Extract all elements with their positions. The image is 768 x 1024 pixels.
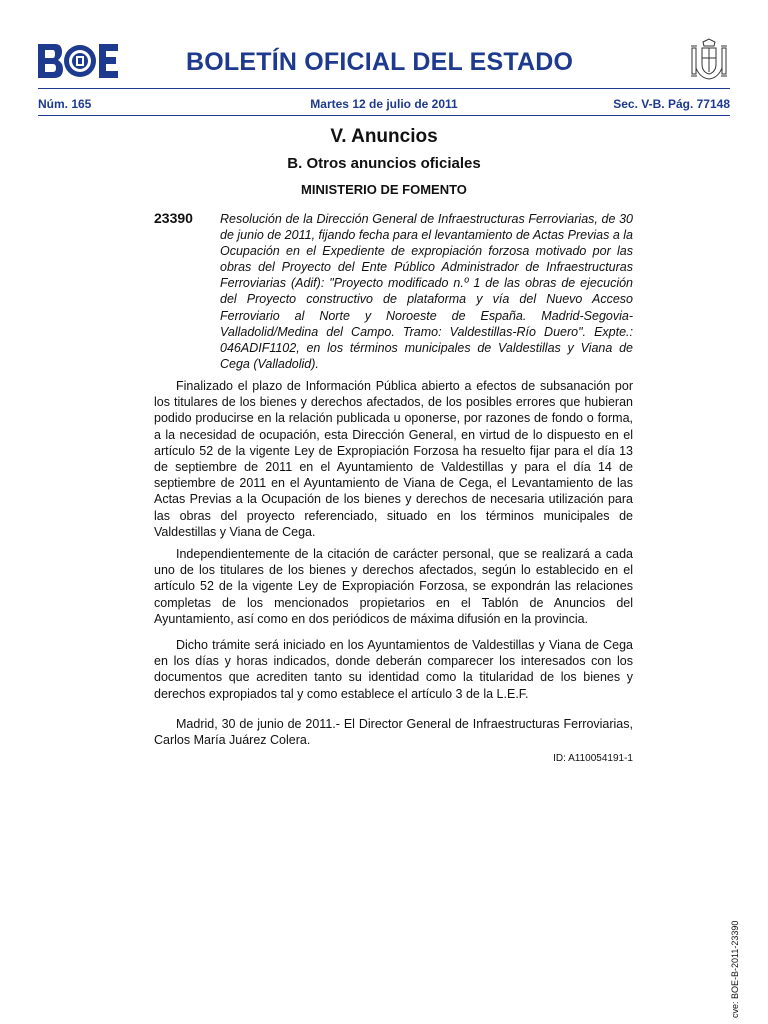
body-paragraph: Independientemente de la citación de carácter personal, que se realizará a cada uno de los titulares de los bienes y derechos afectados, según lo establecido en el artículo 52 de la vigente Ley de Expropiación Forzosa, se expondrán las relaciones completas de los mencionados propietarios en el Tablón de Anuncios del Ayuntamiento, así como en dos periódicos de máxima difusión en la provincia.: [154, 547, 633, 626]
announcement-number: 23390: [154, 210, 193, 226]
announcement-title: Resolución de la Dirección General de Infraestructuras Ferroviarias, de 30 de junio de 2011, fijando fecha para el levantamiento de Actas Previas a la Ocupación en el Expediente de expropiación forzosa motivado por las obras del Proyecto del Ente Público Administrador de Infraestructuras Ferroviarias (Adif): "Proyecto modificado n.º 1 de las obras de ejecución del Proyecto constructivo de plataforma y vía del Nuevo Acceso Ferroviario al Norte y Noroeste de España. Madrid-Segovia-Valladolid/Medina del Campo. Tramo: Valdestillas-Río Duero". Expte.: 046ADIF1102, en los términos municipales de Valdestillas y Viana de Cega (Valladolid).: [220, 212, 633, 371]
body-paragraph: Finalizado el plazo de Información Pública abierto a efectos de subsanación por los titulares de los bienes y derechos afectados, de los posibles errores que hubieran podido producirse en la relación publicada u oponerse, por razones de fondo o forma, a la necesidad de ocupación, esta Dirección General, en virtud de lo dispuesto en el artículo 52 de la vigente Ley de Expropiación Forzosa ha resuelto fijar para el día 13 de septiembre de 2011 en el Ayuntamiento de Valdestillas y para el día 14 de septiembre de 2011 en el Ayuntamiento de Viana de Cega, el Levantamiento de las Actas Previas a la Ocupación de los bienes y derechos de necesaria utilización para las obras del proyecto referenciado, situado en los términos municipales de Valdestillas y Viana de Cega.: [154, 379, 633, 539]
section-page: Sec. V-B. Pág. 77148: [613, 97, 730, 111]
section-subtitle: B. Otros anuncios oficiales: [287, 155, 481, 172]
issue-number: Núm. 165: [38, 97, 92, 111]
publication-title: BOLETÍN OFICIAL DEL ESTADO: [186, 48, 574, 76]
body-paragraph: Dicho trámite será iniciado en los Ayuntamientos de Valdestillas y Viana de Cega en los días y horas indicados, donde deberán comparecer los interesados con los documentos que acrediten tanto su identidad como la titularidad de los bienes y derechos expropiados tal y como establece el artículo 3 de la L.E.F.: [154, 638, 633, 701]
signature-paragraph: Madrid, 30 de junio de 2011.- El Director General de Infraestructuras Ferroviarias, Carlos María Juárez Colera.: [154, 717, 633, 748]
header-rule: [38, 88, 730, 89]
document-id: ID: A110054191-1: [553, 753, 633, 764]
coat-of-arms-icon: [688, 38, 730, 82]
cve-code: cve: BOE-B-2011-23390: [730, 920, 740, 1018]
ministry-heading: MINISTERIO DE FOMENTO: [301, 182, 467, 197]
section-title: V. Anuncios: [330, 126, 438, 147]
header-rule-bottom: [38, 115, 730, 116]
boe-logo: [38, 44, 118, 78]
publication-date: Martes 12 de julio de 2011: [310, 97, 458, 111]
